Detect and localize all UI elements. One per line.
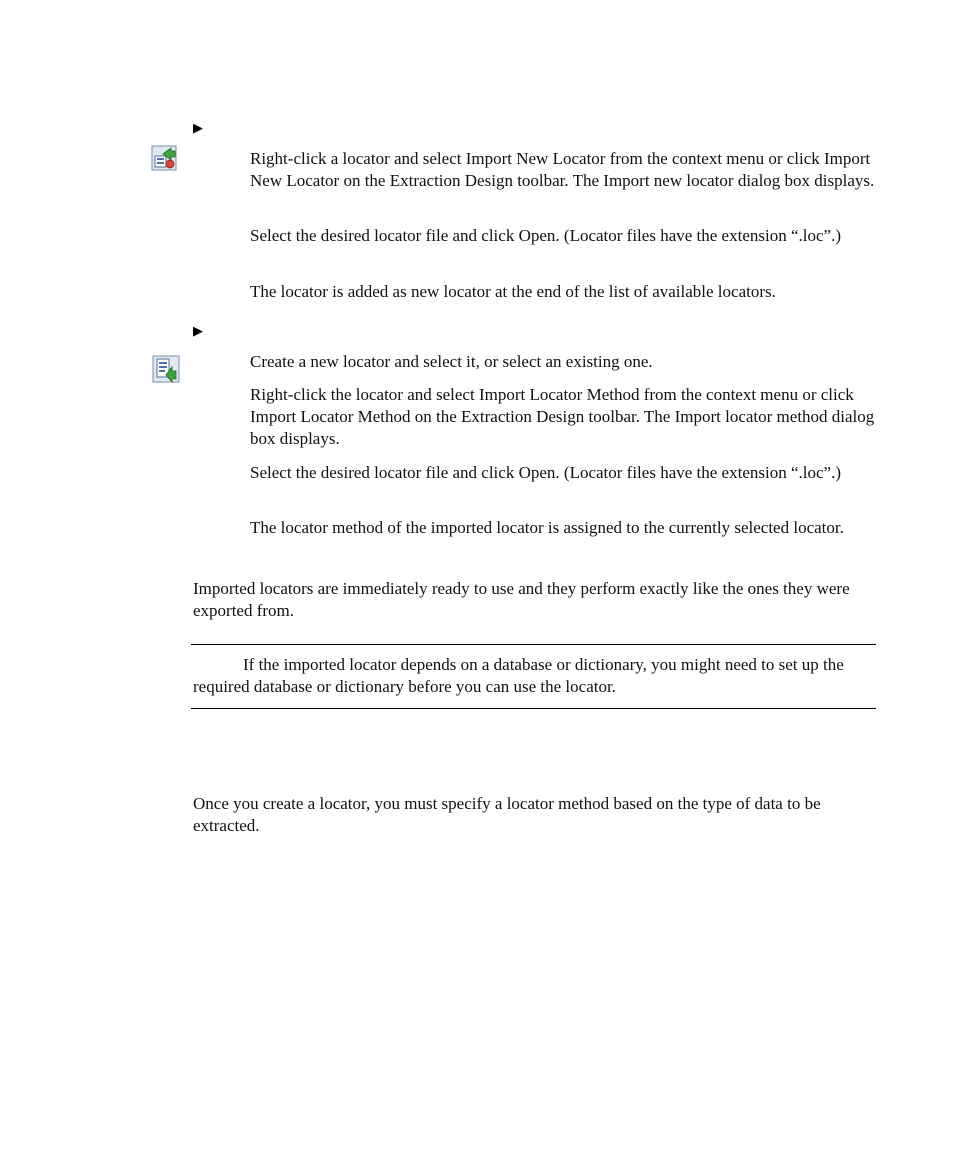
procedure-arrow: ▶ xyxy=(193,120,203,135)
body-paragraph: Imported locators are immediately ready to use and they perform exactly like the ones they were exported from. xyxy=(193,579,850,620)
step-text: Right-click a locator and select Import New Locator from the context menu or click Import New Locator on the Extraction Design toolbar. The Import new locator dialog box displays. xyxy=(250,149,875,190)
section-paragraph: Once you create a locator, you must specify a locator method based on the type of data to be extracted. xyxy=(193,794,821,835)
note-top-rule xyxy=(191,644,876,645)
note-text: If the imported locator depends on a database or dictionary, you might need to set up the required database or dictionary before you can use the locator. xyxy=(193,655,844,696)
import-locator-method-icon xyxy=(152,355,178,381)
step-text: Create a new locator and select it, or select an existing one. xyxy=(250,352,653,371)
procedure-arrow: ▶ xyxy=(193,323,203,338)
note-bottom-rule xyxy=(191,708,876,709)
step-text: The locator is added as new locator at the end of the list of available locators. xyxy=(250,282,776,301)
import-new-locator-icon xyxy=(151,145,177,171)
step-text: Select the desired locator file and click Open. (Locator files have the extension “.loc”.) xyxy=(250,463,841,482)
step-text: Right-click the locator and select Import Locator Method from the context menu or click Import Locator Method on the Extraction Design toolbar. The Import locator method dialog box displays. xyxy=(250,385,875,448)
step-text: The locator method of the imported locator is assigned to the currently selected locator. xyxy=(250,518,844,537)
step-text: Select the desired locator file and click Open. (Locator files have the extension “.loc”.) xyxy=(250,226,841,245)
